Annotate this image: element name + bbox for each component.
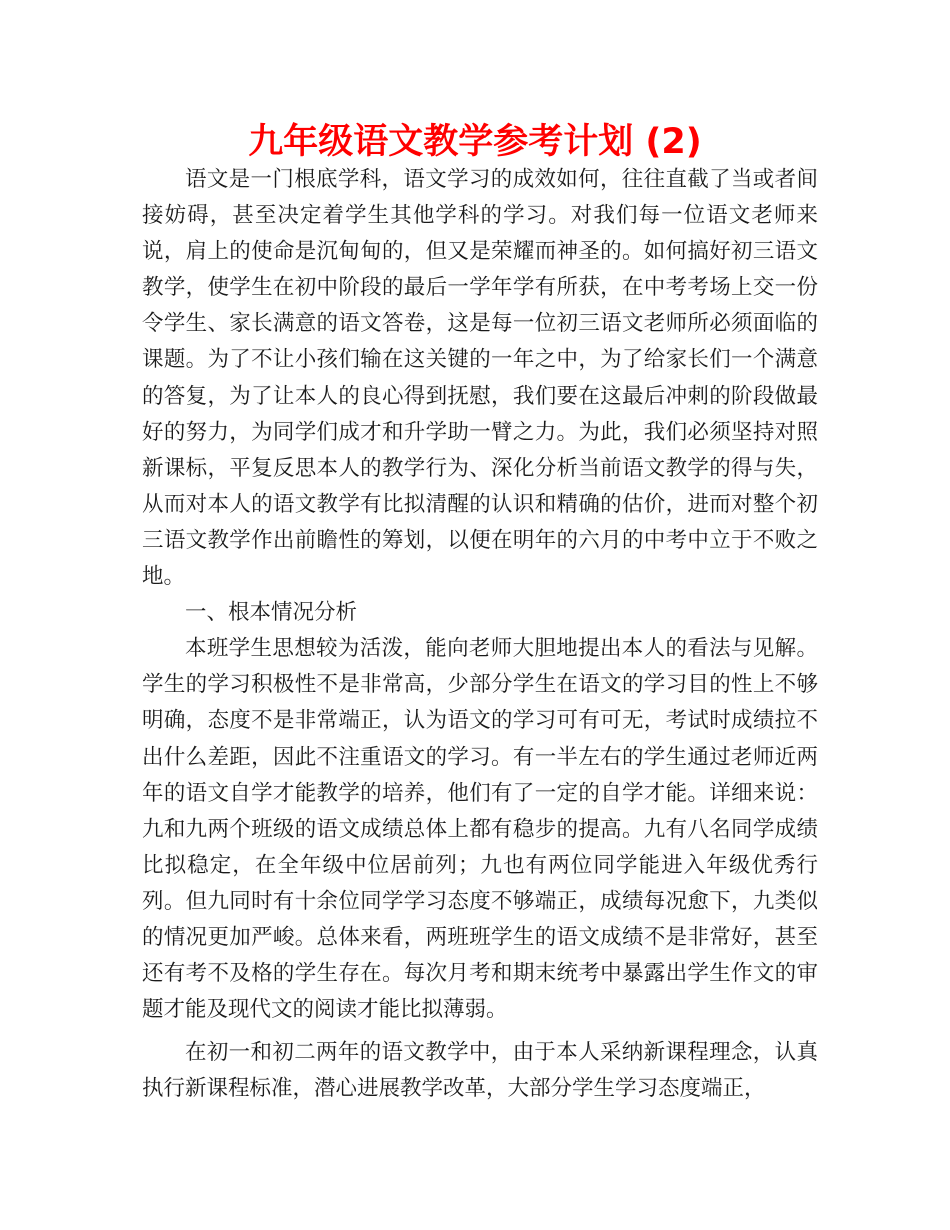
paragraph-teaching: 在初一和初二两年的语文教学中，由于本人采纳新课程理念，认真执行新课程标准，潜心进展教学改革，大部分学生学习态度端正， [142,1040,818,1102]
document-body [142,162,818,1107]
paragraph-intro: 语文是一门根底学科，语文学习的成效如何，往往直截了当或者间接妨碍，甚至决定着学生其他学科的学习。对我们每一位语文老师来说，肩上的使命是沉甸甸的，但又是荣耀而神圣的。如何搞好初三语文教学，使学生在初中阶段的最后一学年学有所获，在中考考场上交一份令学生、家长满意的语文答卷，这是每一位初三语文老师所必须面临的课题。为了不让小孩们输在这关键的一年之中，为了给家长们一个满意的答复，为了让本人的良心得到抚慰，我们要在这最后冲刺的阶段做最好的努力，为同学们成才和升学助一臂之力。为此，我们必须坚持对照新课标，平复反思本人的教学行为、深化分析当前语文教学的得与失，从而对本人的语文教学有比拟清醒的认识和精确的估价，进而对整个初三语文教学作出前瞻性的筹划，以便在明年的六月的中考中立于不败之地。 [142,167,818,590]
section-heading: 一、根本情况分析 [185,600,358,626]
paragraph-analysis: 本班学生思想较为活泼，能向老师大胆地提出本人的看法与见解。学生的学习积极性不是非常高，少部分学生在语文的学习目的性上不够明确，态度不是非常端正，认为语文的学习可有可无，考试时成绩拉不出什么差距，因此不注重语文的学习。有一半左右的学生通过老师近两年的语文自学才能教学的培养，他们有了一定的自学才能。详细来说：九和九两个班级的语文成绩总体上都有稳步的提高。九有八名同学成绩比拟稳定，在全年级中位居前列；九也有两位同学能进入年级优秀行列。但九同时有十余位同学学习态度不够端正，成绩每况愈下，九类似的情况更加严峻。总体来看，两班班学生的语文成绩不是非常好，甚至还有考不及格的学生存在。每次月考和期末统考中暴露出学生作文的审题才能及现代文的阅读才能比拟薄弱。 [142,636,818,1023]
document-title: 九年级语文教学参考计划 (2) [248,122,702,162]
